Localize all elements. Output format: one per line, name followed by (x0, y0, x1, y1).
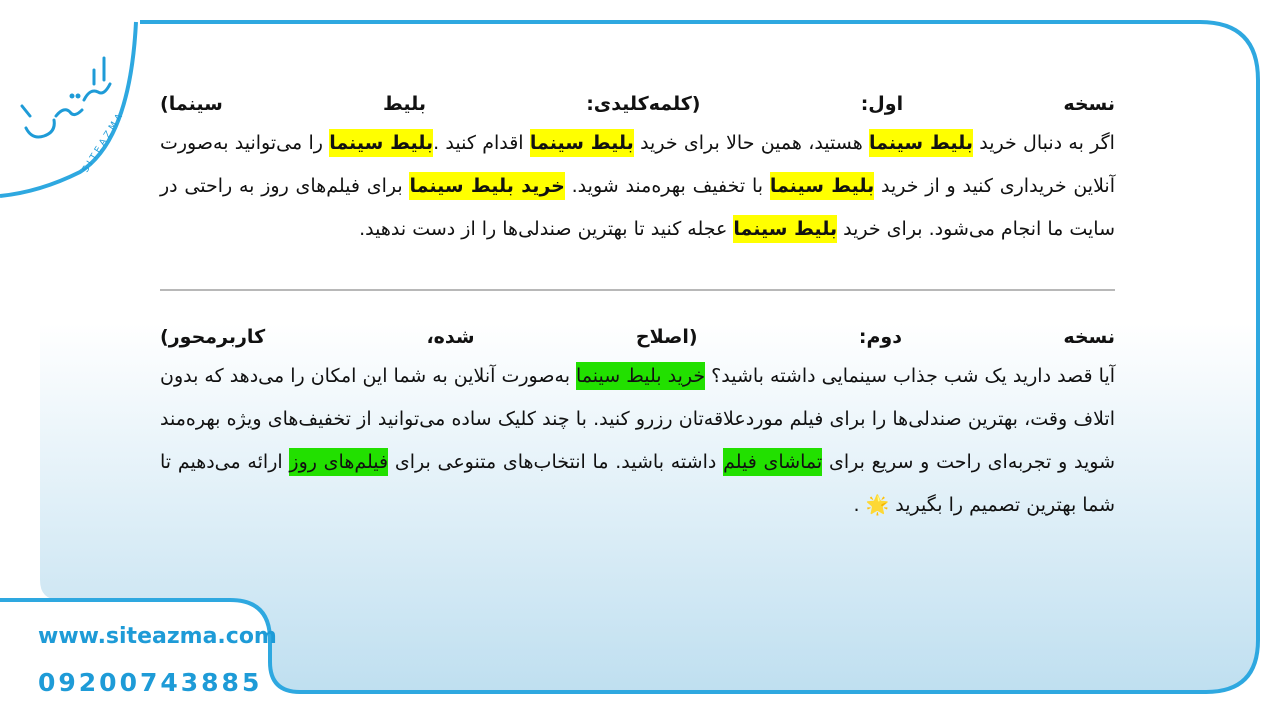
heading-word: (کلمه‌کلیدی: (586, 93, 701, 115)
highlighted-keyword: خرید بلیط سینما (409, 172, 564, 200)
paragraph-text: را می‌توانید به‌صورت آنلاین خریداری کنید و از خرید (160, 132, 1115, 197)
heading-word: نسخه (1063, 93, 1115, 115)
phone-number: 09200743885 (38, 668, 263, 697)
highlighted-keyword: بلیط سینما (530, 129, 634, 157)
heading-word: (اصلاح (635, 326, 698, 348)
version2-heading (160, 319, 1115, 355)
paragraph-text: عجله کنید تا بهترین صندلی‌ها را از دست ندهید. (359, 218, 734, 240)
heading-word: نسخه (1063, 326, 1115, 348)
paragraph-text: اگر به دنبال خرید (972, 132, 1115, 154)
paragraph-text: . (853, 494, 866, 516)
version2-paragraph (160, 355, 1115, 527)
heading-word: دوم: (858, 326, 902, 348)
heading-word: شده، (426, 326, 475, 348)
version1-heading (160, 86, 1115, 122)
paragraph-text: هستید، همین حالا برای خرید (633, 132, 870, 154)
paragraph-text: داشته باشید. ما انتخاب‌های متنوعی برای (388, 451, 724, 473)
highlighted-keyword: بلیط سینما (770, 172, 874, 200)
highlighted-phrase: تماشای فیلم (723, 448, 822, 476)
highlighted-phrase: فیلم‌های روز (289, 448, 388, 476)
paragraph-text: با تخفیف بهره‌مند شوید. (564, 175, 770, 197)
highlighted-keyword: بلیط سینما (329, 129, 433, 157)
paragraph-text: آیا قصد دارید یک شب جذاب سینمایی داشته باشید؟ (705, 365, 1116, 387)
heading-word: بلیط (382, 93, 426, 115)
section-divider (160, 289, 1115, 291)
document-body (160, 86, 1115, 527)
paragraph-text: اقدام کنید . (433, 132, 530, 154)
logo-text: SITEAZMA (80, 109, 127, 175)
highlighted-keyword: بلیط سینما (733, 215, 837, 243)
website-url[interactable]: www.siteazma.com (38, 624, 277, 649)
paragraph-text: 🌟 (865, 494, 890, 516)
paragraph-text: برای فیلم‌های روز به راحتی در سایت ما انجام می‌شود. برای خرید (160, 175, 1115, 240)
siteazma-logo (12, 40, 132, 180)
heading-word: سینما) (160, 93, 223, 115)
heading-word: اول: (860, 93, 904, 115)
paragraph-text: ارائه می‌دهیم تا شما بهترین تصمیم را بگیرید (160, 451, 1115, 516)
heading-word: کاربرمحور) (160, 326, 266, 348)
highlighted-phrase: خرید بلیط سینما (576, 362, 705, 390)
highlighted-keyword: بلیط سینما (869, 129, 973, 157)
version1-paragraph (160, 122, 1115, 251)
paragraph-text: به‌صورت آنلاین به شما این امکان را می‌دهد که بدون اتلاف وقت، بهترین صندلی‌ها را برای فیلم موردعلاقه‌تان رزرو کنید. با چند کلیک ساده می‌توانید از تخفیف‌های ویژه بهره‌مند شوید و تجربه‌ای راحت و سریع برای (160, 365, 1115, 473)
